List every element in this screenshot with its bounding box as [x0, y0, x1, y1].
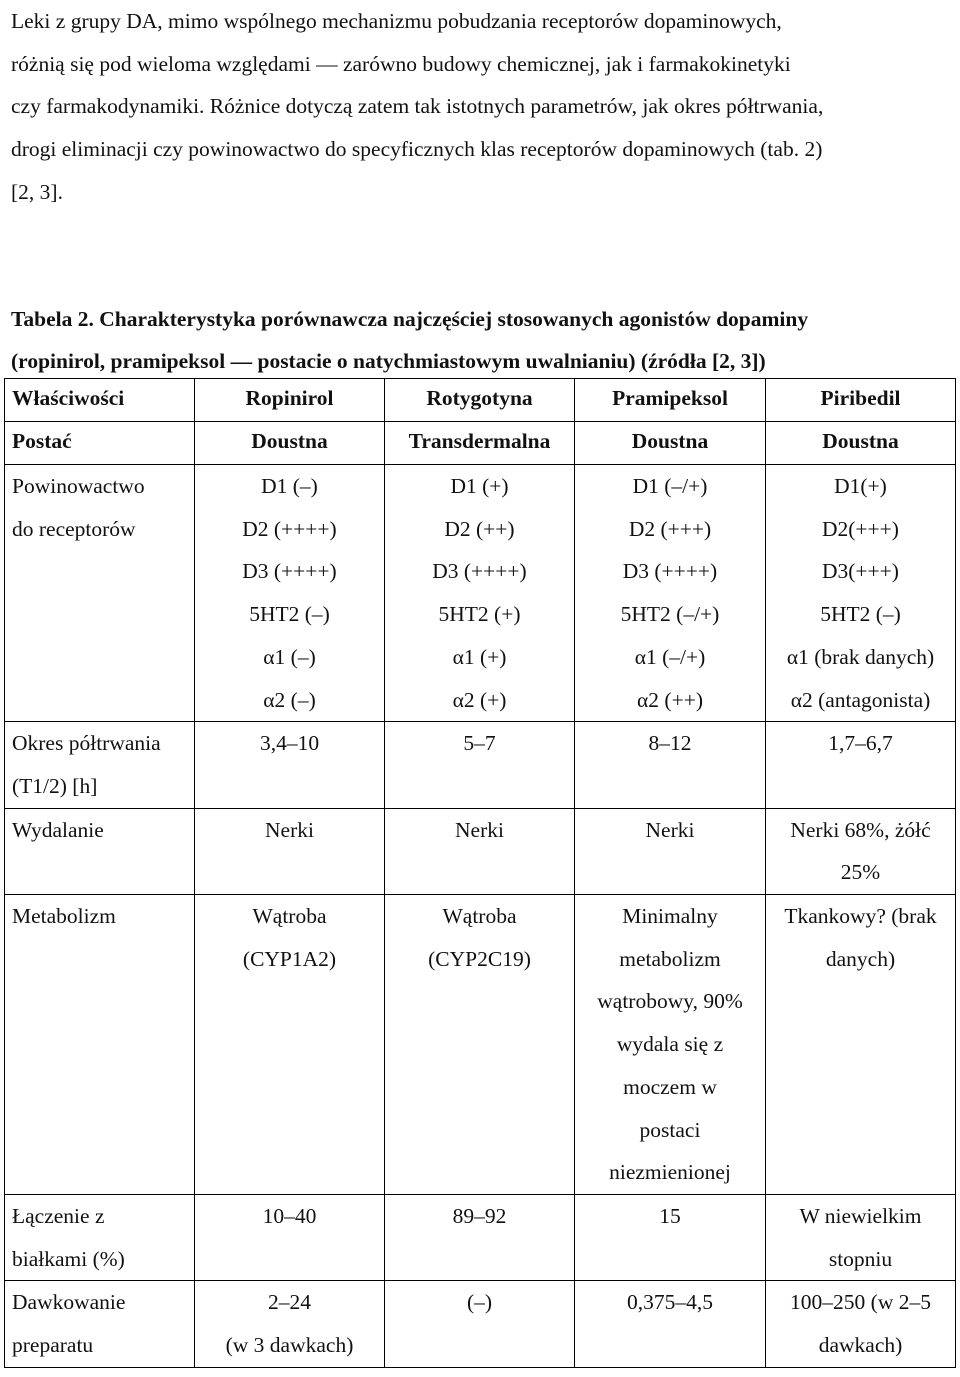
table-cell	[385, 722, 575, 808]
table-cell	[575, 1194, 766, 1280]
cell-line: W niewielkim	[799, 1203, 922, 1228]
cell-line: (–)	[466, 1290, 493, 1315]
cell-line: (T1/2) [h]	[12, 773, 98, 798]
cell-line: D1 (+)	[450, 474, 509, 498]
table-cell	[385, 1281, 575, 1367]
table-cell	[195, 1281, 385, 1367]
cell-line: metabolizm	[619, 946, 721, 971]
cell-line: D2 (++++)	[242, 516, 337, 541]
cell-line: Nerki	[455, 817, 504, 842]
cell-line: Nerki	[265, 817, 314, 842]
cell-line: α2 (–)	[263, 687, 316, 712]
cell-line: (w 3 dawkach)	[225, 1333, 354, 1358]
intro-line: różnią się pod wieloma względami — zarówno budowy chemicznej, jak i farmakokinetyki	[11, 51, 791, 76]
cell-line: 5HT2 (–/+)	[620, 602, 720, 627]
cell-line: do receptorów	[12, 516, 136, 541]
header-cell: Piribedil	[766, 379, 956, 422]
table-cell	[575, 465, 766, 722]
table-cell	[385, 808, 575, 894]
cell-line: D3(+++)	[822, 559, 899, 584]
table-cell: Doustna	[575, 422, 766, 465]
cell-line: 15	[659, 1203, 681, 1228]
cell-line: Nerki	[645, 817, 695, 842]
comparison-table	[4, 378, 956, 1368]
intro-paragraph	[11, 0, 956, 214]
cell-line: α2 (++)	[637, 687, 703, 712]
table-header-row	[5, 379, 956, 422]
cell-line: Okres półtrwania	[12, 731, 161, 756]
intro-line: [2, 3].	[11, 179, 63, 204]
cell-line: wydala się z	[616, 1032, 724, 1057]
cell-line: D2 (+++)	[628, 516, 712, 541]
table-cell	[195, 895, 385, 1195]
caption-line: (ropinirol, pramipeksol — postacie o natychmiastowym uwalnianiu) (źródła [2, 3])	[11, 349, 766, 374]
cell-line: α1 (+)	[452, 644, 507, 669]
table-cell	[385, 1194, 575, 1280]
table-cell	[575, 1281, 766, 1367]
cell-line: preparatu	[12, 1333, 94, 1358]
cell-line: Minimalny	[622, 904, 718, 929]
table-caption	[11, 298, 956, 383]
caption-line: Tabela 2. Charakterystyka porównawcza najczęściej stosowanych agonistów dopaminy	[11, 306, 809, 331]
table-cell	[195, 1194, 385, 1280]
table-cell	[195, 722, 385, 808]
cell-line: D3 (++++)	[432, 559, 527, 584]
cell-line: dawkach)	[818, 1333, 903, 1358]
cell-line: postaci	[639, 1117, 701, 1142]
table-cell: Transdermalna	[385, 422, 575, 465]
table-cell	[766, 1194, 956, 1280]
table-cell	[766, 465, 956, 722]
cell-line: 1,7–6,7	[828, 731, 893, 756]
table-cell	[575, 895, 766, 1195]
cell-line: D2(+++)	[822, 516, 899, 541]
row-label	[5, 1281, 195, 1367]
cell-line: (CYP1A2)	[242, 946, 337, 971]
cell-line: niezmienionej	[609, 1160, 731, 1185]
cell-line: 0,375–4,5	[627, 1290, 713, 1315]
header-cell: Rotygotyna	[385, 379, 575, 422]
cell-line: Dawkowanie	[12, 1290, 126, 1315]
cell-line: 89–92	[452, 1203, 507, 1228]
table-cell	[766, 722, 956, 808]
cell-line: 8–12	[648, 731, 692, 756]
cell-line: α1 (–)	[263, 644, 316, 669]
table-cell	[385, 465, 575, 722]
intro-line: Leki z grupy DA, mimo wspólnego mechanizmu pobudzania receptorów dopaminowych,	[11, 9, 782, 33]
cell-line: Powinowactwo	[12, 474, 145, 498]
cell-line: D3 (++++)	[622, 559, 718, 584]
cell-line: D3 (++++)	[242, 559, 337, 584]
table-cell: Doustna	[766, 422, 956, 465]
table-cell	[195, 465, 385, 722]
cell-line: 3,4–10	[259, 731, 320, 756]
cell-line: (CYP2C19)	[428, 946, 531, 971]
table-row-dawkowanie	[5, 1281, 956, 1367]
cell-line: Metabolizm	[12, 904, 116, 929]
row-label	[5, 1194, 195, 1280]
table-cell	[766, 895, 956, 1195]
table-row-powinowactwo	[5, 465, 956, 722]
cell-line: danych)	[825, 946, 896, 971]
table-row-wydalanie	[5, 808, 956, 894]
cell-line: Wydalanie	[12, 817, 104, 842]
cell-line: 5HT2 (–)	[820, 602, 901, 627]
cell-line: moczem w	[623, 1074, 717, 1099]
cell-line: 25%	[840, 860, 881, 885]
cell-line: D1(+)	[834, 474, 887, 498]
cell-line: D1 (–/+)	[632, 474, 708, 498]
table-cell	[385, 895, 575, 1195]
cell-line: Nerki 68%, żółć	[790, 817, 931, 842]
table-cell	[575, 808, 766, 894]
cell-line: α2 (antagonista)	[790, 687, 931, 712]
cell-line: 10–40	[262, 1203, 317, 1228]
cell-line: α1 (brak danych)	[786, 644, 935, 669]
cell-line: Tkankowy? (brak	[784, 904, 937, 929]
cell-line: 100–250 (w 2–5	[790, 1290, 931, 1315]
cell-line: D2 (++)	[444, 516, 515, 541]
row-label	[5, 722, 195, 808]
table-cell	[766, 1281, 956, 1367]
row-label	[5, 465, 195, 722]
cell-line: α1 (–/+)	[634, 644, 706, 669]
table-cell: Doustna	[195, 422, 385, 465]
header-cell: Pramipeksol	[575, 379, 766, 422]
table-row-metabolizm	[5, 895, 956, 1195]
table-cell	[195, 808, 385, 894]
cell-line: białkami (%)	[12, 1246, 125, 1271]
cell-line: 2–24	[268, 1290, 311, 1315]
cell-line: α2 (+)	[452, 687, 507, 712]
row-label	[5, 895, 195, 1195]
cell-line: Wątroba	[252, 904, 327, 929]
cell-line: wątrobowy, 90%	[597, 989, 743, 1014]
cell-line: D1 (–)	[261, 474, 318, 498]
table-row-laczenie	[5, 1194, 956, 1280]
table-cell	[575, 722, 766, 808]
table-row-okres	[5, 722, 956, 808]
cell-line: 5–7	[463, 731, 496, 756]
cell-line: Łączenie z	[12, 1203, 105, 1228]
cell-line: Wątroba	[442, 904, 517, 929]
table-row-postac	[5, 422, 956, 465]
intro-line: czy farmakodynamiki. Różnice dotyczą zatem tak istotnych parametrów, jak okres półtrwania,	[11, 94, 824, 119]
row-label	[5, 808, 195, 894]
cell-line: 5HT2 (–)	[249, 602, 330, 627]
header-cell: Właściwości	[5, 379, 195, 422]
cell-line: stopniu	[828, 1246, 893, 1271]
row-label: Postać	[5, 422, 195, 465]
header-cell: Ropinirol	[195, 379, 385, 422]
cell-line: 5HT2 (+)	[438, 602, 521, 627]
table-cell	[766, 808, 956, 894]
intro-line: drogi eliminacji czy powinowactwo do specyficznych klas receptorów dopaminowych (tab. 2)	[11, 137, 823, 162]
